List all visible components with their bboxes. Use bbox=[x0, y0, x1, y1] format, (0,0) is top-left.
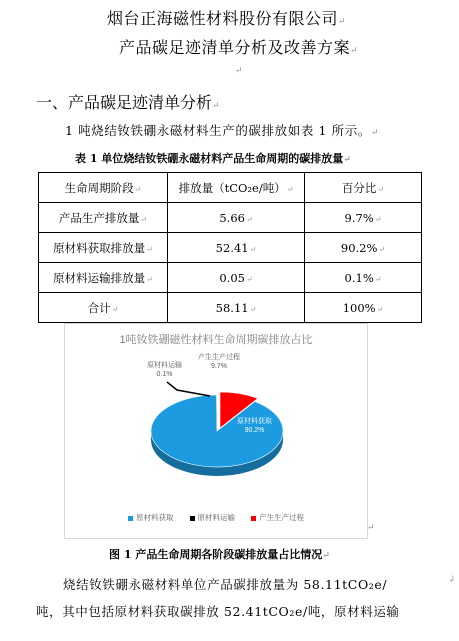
table-cell: 合计↵ bbox=[39, 293, 168, 323]
table-cell: 产品生产排放量↵ bbox=[39, 203, 168, 233]
legend-item: 原材料运输 bbox=[190, 512, 236, 523]
table-cell: 原材料运输排放量↵ bbox=[39, 263, 168, 293]
document-subtitle: 产品碳足迹清单分析及改善方案↵ bbox=[119, 38, 359, 57]
intro-paragraph: 1 吨烧结钕铁硼永磁材料生产的碳排放如表 1 所示。↵ bbox=[65, 123, 380, 138]
header-cell-percent: 百分比↵ bbox=[305, 173, 422, 203]
table-cell: 0.1%↵ bbox=[305, 263, 422, 293]
company-title: 烟台正海磁性材料股份有限公司↵ bbox=[107, 9, 347, 28]
table-header-row bbox=[39, 173, 422, 203]
header-cell-stage: 生命周期阶段↵ bbox=[39, 173, 168, 203]
table-cell: 原材料获取排放量↵ bbox=[39, 233, 168, 263]
slice-label-production: 产生生产过程 9.7% bbox=[198, 354, 240, 370]
pie-chart-figure bbox=[64, 323, 368, 539]
slice-label-transport: 原材料运输 0.1% bbox=[147, 362, 182, 378]
body-paragraph-line-1: 烧结钕铁硼永磁材料单位产品碳排放量为 58.11tCO₂e/ bbox=[63, 577, 388, 592]
table-cell: 9.7%↵ bbox=[305, 203, 422, 233]
paragraph-mark: ↵ bbox=[367, 523, 375, 533]
body-paragraph-line-2: 吨，其中包括原材料获取碳排放 52.41tCO₂e/吨，原材料运输 bbox=[36, 604, 400, 619]
table-row bbox=[39, 203, 422, 233]
transport-leader-line bbox=[167, 382, 210, 396]
table-cell: 52.41↵ bbox=[168, 233, 305, 263]
slice-label-raw-material: 原材料获取 90.2% bbox=[237, 418, 272, 434]
section-heading: 一、产品碳足迹清单分析↵ bbox=[36, 93, 220, 112]
table-cell: 100%↵ bbox=[305, 293, 422, 323]
table-cell: 58.11↵ bbox=[168, 293, 305, 323]
legend-item: 产生生产过程 bbox=[251, 512, 304, 523]
table-cell: 5.66↵ bbox=[168, 203, 305, 233]
table-total-row bbox=[39, 293, 422, 323]
table-row bbox=[39, 263, 422, 293]
header-cell-emission: 排放量（tCO₂e/吨）↵ bbox=[168, 173, 305, 203]
chart-title: 1吨钕铁硼磁性材料生命周期碳排放占比 bbox=[119, 334, 313, 346]
table-caption: 表 1 单位烧结钕铁硼永磁材料产品生命周期的碳排放量↵ bbox=[75, 152, 351, 165]
figure-caption: 图 1 产品生命周期各阶段碳排放量占比情况↵ bbox=[109, 548, 330, 561]
legend-item: 原材料获取 bbox=[128, 512, 174, 523]
table-cell: 90.2%↵ bbox=[305, 233, 422, 263]
table-cell: 0.05↵ bbox=[168, 263, 305, 293]
empty-paragraph-mark: ↵ bbox=[235, 66, 243, 76]
chart-legend bbox=[65, 512, 367, 523]
carbon-emission-table bbox=[38, 172, 422, 323]
line-break-mark: ↲ bbox=[448, 575, 456, 585]
table-row bbox=[39, 233, 422, 263]
